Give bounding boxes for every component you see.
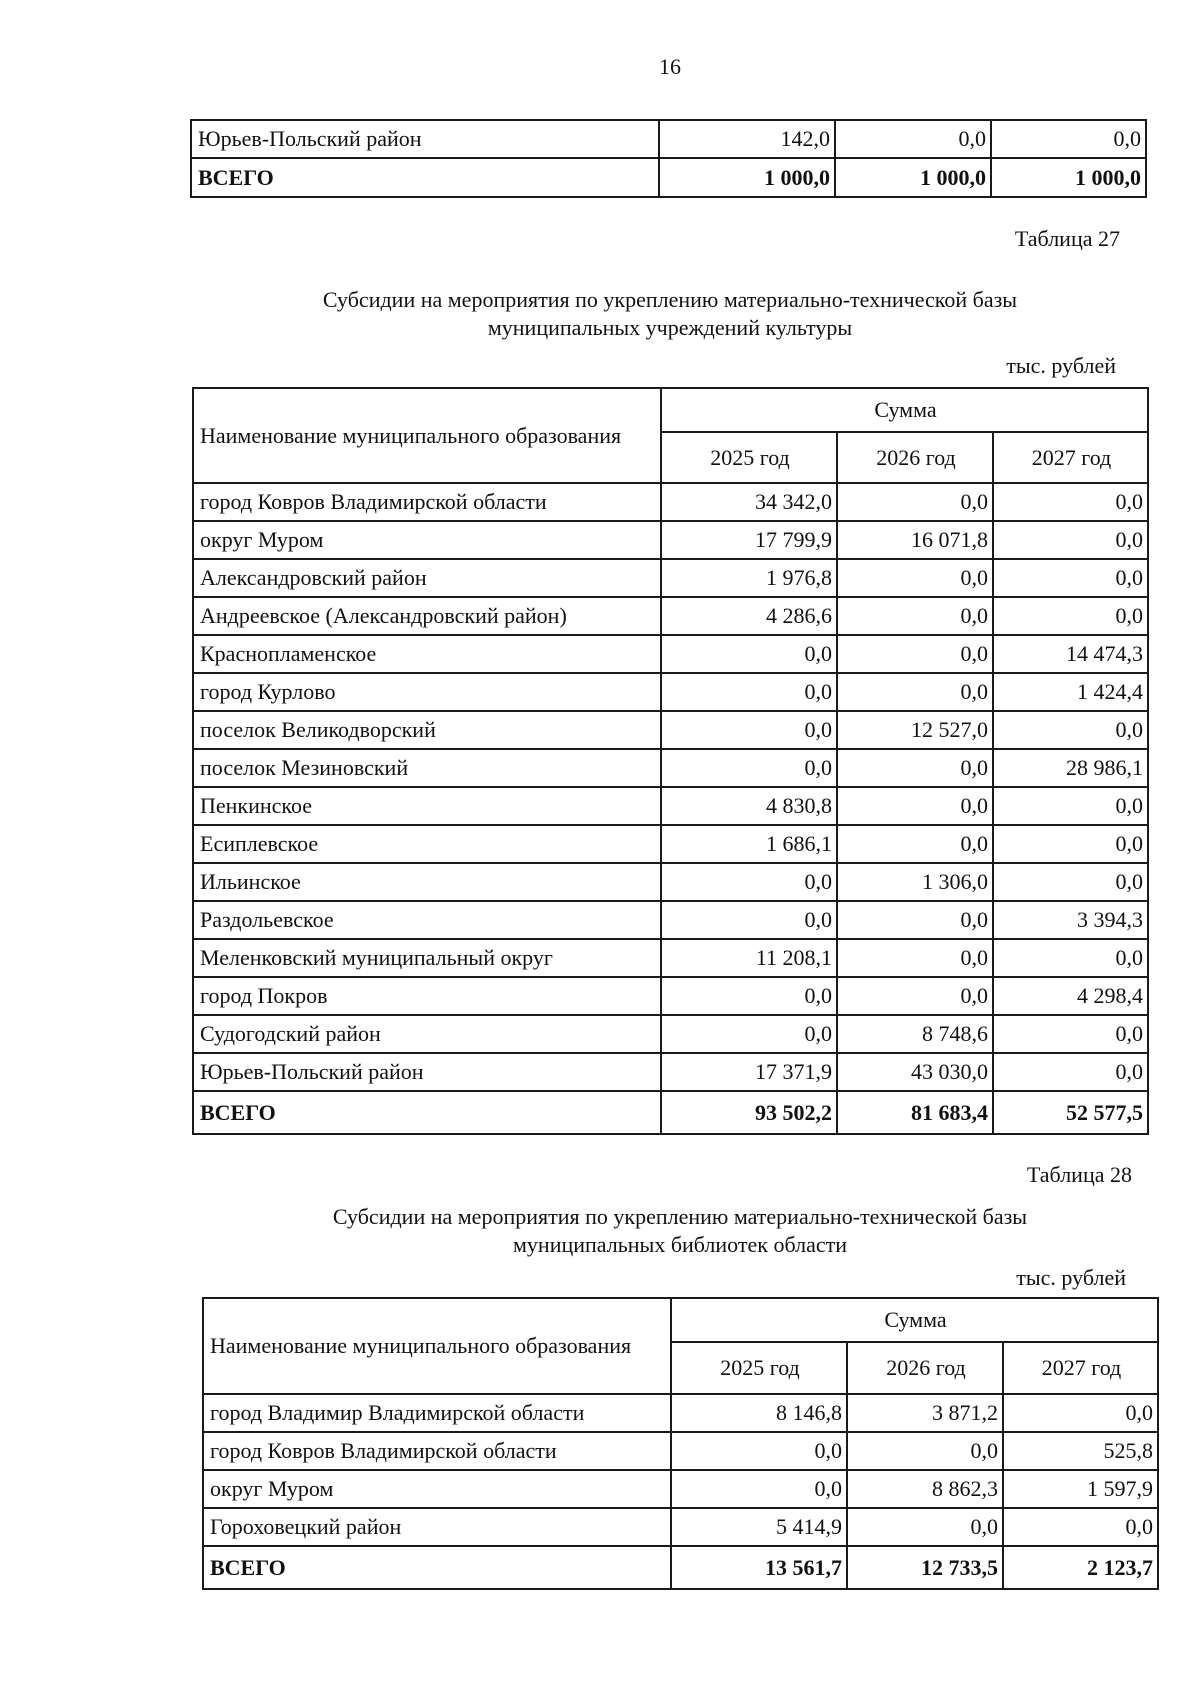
- table-row: [193, 483, 1148, 521]
- header-year-2026: 2026 год: [837, 432, 993, 483]
- row-name: Юрьев-Польский район: [193, 1053, 661, 1091]
- value-2025: 0,0: [661, 711, 837, 749]
- table-28-title: [250, 1203, 1110, 1259]
- table-row: [193, 597, 1148, 635]
- row-name: Гороховецкий район: [203, 1508, 671, 1546]
- value-2026: 8 748,6: [837, 1015, 993, 1053]
- table-row: [193, 635, 1148, 673]
- value-2025: 4 286,6: [661, 597, 837, 635]
- header-sum: Сумма: [661, 388, 1148, 432]
- value-2027: 14 474,3: [993, 635, 1148, 673]
- row-name: Есиплевское: [193, 825, 661, 863]
- table-row: [193, 901, 1148, 939]
- value-2025: 4 830,8: [661, 787, 837, 825]
- total-2026: 81 683,4: [837, 1091, 993, 1134]
- value-2027: 0,0: [993, 863, 1148, 901]
- value-2027: 4 298,4: [993, 977, 1148, 1015]
- table-27-unit: тыс. рублей: [1006, 353, 1116, 378]
- table-28: [202, 1297, 1159, 1590]
- value-2027: 525,8: [1003, 1432, 1158, 1470]
- table-row: [193, 939, 1148, 977]
- row-name: Александровский район: [193, 559, 661, 597]
- value-2027: 0,0: [993, 711, 1148, 749]
- value-2025: 0,0: [671, 1470, 847, 1508]
- value-2027: 0,0: [993, 787, 1148, 825]
- value-2027: 1 597,9: [1003, 1470, 1158, 1508]
- table-row: [193, 863, 1148, 901]
- value-2027: 28 986,1: [993, 749, 1148, 787]
- value-2027: 0,0: [991, 120, 1146, 158]
- value-2027: 1 424,4: [993, 673, 1148, 711]
- table-row: [193, 711, 1148, 749]
- header-year-2025: 2025 год: [671, 1342, 847, 1394]
- table-row: [191, 120, 1146, 158]
- value-2026: 8 862,3: [847, 1470, 1003, 1508]
- value-2025: 0,0: [671, 1432, 847, 1470]
- row-name: Меленковский муниципальный округ: [193, 939, 661, 977]
- row-name: округ Муром: [193, 521, 661, 559]
- value-2027: 0,0: [1003, 1394, 1158, 1432]
- table-27-title: [240, 286, 1100, 342]
- header-name: Наименование муниципального образования: [193, 388, 661, 483]
- value-2025: 0,0: [661, 977, 837, 1015]
- total-2025: 13 561,7: [671, 1546, 847, 1589]
- value-2027: 0,0: [993, 483, 1148, 521]
- value-2026: 12 527,0: [837, 711, 993, 749]
- value-2026: 3 871,2: [847, 1394, 1003, 1432]
- row-name: поселок Великодворский: [193, 711, 661, 749]
- table-27-title-line1: Субсидии на мероприятия по укреплению материально-технической базы: [322, 287, 1018, 312]
- row-name: Пенкинское: [193, 787, 661, 825]
- table-row: [193, 749, 1148, 787]
- total-2027: 52 577,5: [993, 1091, 1148, 1134]
- total-2025: 1 000,0: [659, 158, 835, 197]
- total-2025: 93 502,2: [661, 1091, 837, 1134]
- row-name: город Ковров Владимирской области: [203, 1432, 671, 1470]
- row-name: Андреевское (Александровский район): [193, 597, 661, 635]
- total-label: ВСЕГО: [191, 158, 659, 197]
- row-name: город Ковров Владимирской области: [193, 483, 661, 521]
- value-2025: 5 414,9: [671, 1508, 847, 1546]
- value-2027: 3 394,3: [993, 901, 1148, 939]
- header-name: Наименование муниципального образования: [203, 1298, 671, 1394]
- table-row: [193, 787, 1148, 825]
- row-name: город Владимир Владимирской области: [203, 1394, 671, 1432]
- total-row: [191, 158, 1146, 197]
- value-2026: 0,0: [837, 597, 993, 635]
- table-row: [193, 1015, 1148, 1053]
- value-2026: 0,0: [837, 635, 993, 673]
- table-row: [203, 1432, 1158, 1470]
- value-2026: 0,0: [837, 825, 993, 863]
- table-row: [193, 977, 1148, 1015]
- value-2025: 11 208,1: [661, 939, 837, 977]
- total-2027: 1 000,0: [991, 158, 1146, 197]
- value-2026: 0,0: [837, 673, 993, 711]
- row-name: Ильинское: [193, 863, 661, 901]
- header-year-2027: 2027 год: [993, 432, 1148, 483]
- value-2026: 0,0: [837, 787, 993, 825]
- value-2025: 0,0: [661, 635, 837, 673]
- value-2025: 0,0: [661, 863, 837, 901]
- value-2027: 0,0: [993, 825, 1148, 863]
- header-year-2025: 2025 год: [661, 432, 837, 483]
- value-2025: 0,0: [661, 673, 837, 711]
- table-row: [193, 521, 1148, 559]
- table-27-title-line2: муниципальных учреждений культуры: [487, 315, 853, 340]
- value-2026: 1 306,0: [837, 863, 993, 901]
- value-2026: 0,0: [847, 1432, 1003, 1470]
- header-sum: Сумма: [671, 1298, 1158, 1342]
- value-2026: 43 030,0: [837, 1053, 993, 1091]
- row-name: поселок Мезиновский: [193, 749, 661, 787]
- top-table: [190, 119, 1147, 198]
- row-name: Судогодский район: [193, 1015, 661, 1053]
- table-27: [192, 387, 1149, 1135]
- table-row: [193, 1053, 1148, 1091]
- table-row: [203, 1508, 1158, 1546]
- row-name: округ Муром: [203, 1470, 671, 1508]
- table-row: [193, 825, 1148, 863]
- table-28-title-line2: муниципальных библиотек области: [513, 1232, 847, 1257]
- value-2026: 0,0: [835, 120, 991, 158]
- value-2026: 0,0: [837, 749, 993, 787]
- total-2027: 2 123,7: [1003, 1546, 1158, 1589]
- value-2027: 0,0: [993, 1053, 1148, 1091]
- row-name: город Курлово: [193, 673, 661, 711]
- value-2025: 1 686,1: [661, 825, 837, 863]
- value-2027: 0,0: [993, 521, 1148, 559]
- table-28-unit: тыс. рублей: [1016, 1265, 1126, 1290]
- total-label: ВСЕГО: [203, 1546, 671, 1589]
- value-2026: 0,0: [837, 483, 993, 521]
- value-2027: 0,0: [1003, 1508, 1158, 1546]
- total-2026: 1 000,0: [835, 158, 991, 197]
- table-28-label: Таблица 28: [1026, 1162, 1132, 1187]
- table-row: [193, 673, 1148, 711]
- value-2025: 17 799,9: [661, 521, 837, 559]
- header-year-2027: 2027 год: [1003, 1342, 1158, 1394]
- value-2027: 0,0: [993, 939, 1148, 977]
- table-27-label: Таблица 27: [1014, 226, 1120, 251]
- value-2025: 1 976,8: [661, 559, 837, 597]
- value-2026: 0,0: [837, 901, 993, 939]
- table-28-title-line1: Субсидии на мероприятия по укреплению материально-технической базы: [332, 1204, 1028, 1229]
- total-row: [203, 1546, 1158, 1589]
- table-row: [193, 559, 1148, 597]
- row-name: город Покров: [193, 977, 661, 1015]
- value-2025: 34 342,0: [661, 483, 837, 521]
- row-name: Юрьев-Польский район: [191, 120, 659, 158]
- total-label: ВСЕГО: [193, 1091, 661, 1134]
- total-2026: 12 733,5: [847, 1546, 1003, 1589]
- value-2027: 0,0: [993, 559, 1148, 597]
- total-row: [193, 1091, 1148, 1134]
- value-2025: 8 146,8: [671, 1394, 847, 1432]
- header-year-2026: 2026 год: [847, 1342, 1003, 1394]
- row-name: Раздольевское: [193, 901, 661, 939]
- value-2026: 0,0: [837, 939, 993, 977]
- value-2026: 0,0: [837, 559, 993, 597]
- value-2027: 0,0: [993, 597, 1148, 635]
- table-row: [203, 1394, 1158, 1432]
- row-name: Краснопламенское: [193, 635, 661, 673]
- value-2025: 0,0: [661, 749, 837, 787]
- value-2026: 0,0: [837, 977, 993, 1015]
- page-number: 16: [659, 54, 681, 79]
- value-2027: 0,0: [993, 1015, 1148, 1053]
- value-2026: 0,0: [847, 1508, 1003, 1546]
- value-2025: 142,0: [659, 120, 835, 158]
- value-2025: 17 371,9: [661, 1053, 837, 1091]
- value-2025: 0,0: [661, 901, 837, 939]
- value-2025: 0,0: [661, 1015, 837, 1053]
- table-row: [203, 1470, 1158, 1508]
- value-2026: 16 071,8: [837, 521, 993, 559]
